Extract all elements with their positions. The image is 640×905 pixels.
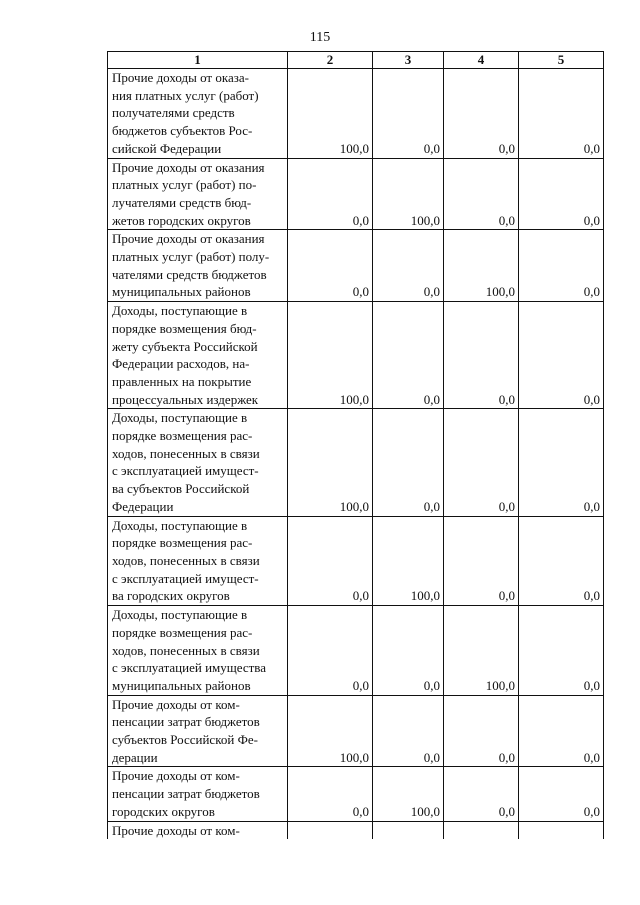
description-line: дерации [112, 749, 158, 765]
description-line: Прочие доходы от ком- [112, 822, 240, 838]
description-line: платных услуг (работ) по- [112, 177, 257, 193]
column-header: 2 [288, 52, 373, 69]
description-line: правленных на покрытие [112, 373, 252, 389]
description-line: сийской Федерации [112, 140, 222, 156]
row-description [108, 695, 288, 767]
value-cell [373, 821, 444, 839]
description-line: Прочие доходы от оказа- [112, 70, 249, 85]
description-line: ва субъектов Российской [112, 481, 250, 497]
revenue-table [107, 51, 604, 839]
row-description [108, 230, 288, 302]
value-cell: 0,0 [373, 409, 444, 516]
description-line: Прочие доходы от ком- [112, 768, 240, 784]
value-cell: 100,0 [288, 695, 373, 767]
value-cell: 0,0 [444, 695, 519, 767]
value-cell: 0,0 [373, 69, 444, 159]
value-cell: 0,0 [444, 69, 519, 159]
value-cell: 0,0 [288, 158, 373, 230]
description-line: пенсации затрат бюджетов [112, 714, 260, 730]
description-line: Доходы, поступающие в [112, 517, 248, 533]
value-cell: 0,0 [519, 516, 604, 606]
row-description [108, 158, 288, 230]
value-cell: 100,0 [373, 767, 444, 821]
row-description [108, 69, 288, 159]
value-cell [519, 821, 604, 839]
value-cell: 0,0 [373, 230, 444, 302]
description-line: муниципальных районов [112, 284, 251, 300]
value-cell: 0,0 [444, 516, 519, 606]
value-cell: 100,0 [373, 516, 444, 606]
description-line: городских округов [112, 803, 215, 819]
value-cell: 0,0 [519, 69, 604, 159]
row-description [108, 302, 288, 409]
value-cell: 0,0 [288, 516, 373, 606]
value-cell: 0,0 [444, 158, 519, 230]
description-line: Прочие доходы от ком- [112, 696, 240, 712]
description-line: ходов, понесенных в связи [112, 642, 260, 658]
value-cell: 0,0 [373, 606, 444, 696]
table-row [108, 606, 604, 696]
value-cell: 100,0 [288, 302, 373, 409]
value-cell: 0,0 [519, 409, 604, 516]
description-line: Прочие доходы от оказания [112, 159, 265, 175]
value-cell [444, 821, 519, 839]
value-cell: 0,0 [519, 606, 604, 696]
description-line: бюджетов субъектов Рос- [112, 123, 253, 139]
value-cell: 0,0 [444, 409, 519, 516]
description-line: порядке возмещения рас- [112, 624, 253, 640]
row-description [108, 821, 288, 839]
column-header: 4 [444, 52, 519, 69]
table-row [108, 302, 604, 409]
description-line: ходов, понесенных в связи [112, 445, 260, 461]
description-line: муниципальных районов [112, 677, 251, 693]
description-line: с эксплуатацией имущест- [112, 463, 259, 479]
value-cell: 0,0 [288, 230, 373, 302]
value-cell: 100,0 [288, 409, 373, 516]
table-row [108, 158, 604, 230]
description-line: ния платных услуг (работ) [112, 87, 259, 103]
value-cell [288, 821, 373, 839]
value-cell: 100,0 [288, 69, 373, 159]
description-line: порядке возмещения рас- [112, 535, 253, 551]
table-row [108, 409, 604, 516]
value-cell: 0,0 [373, 695, 444, 767]
row-description [108, 767, 288, 821]
description-line: с эксплуатацией имущества [112, 660, 267, 676]
row-description [108, 516, 288, 606]
description-line: ходов, понесенных в связи [112, 552, 260, 568]
description-line: чателями средств бюджетов [112, 266, 267, 282]
description-line: жету субъекта Российской [112, 338, 258, 354]
table-row [108, 767, 604, 821]
table-row [108, 516, 604, 606]
column-header: 5 [519, 52, 604, 69]
description-line: платных услуг (работ) полу- [112, 249, 270, 265]
description-line: процессуальных издержек [112, 391, 259, 407]
description-line: пенсации затрат бюджетов [112, 786, 260, 802]
page-number: 115 [309, 30, 331, 45]
value-cell: 0,0 [519, 302, 604, 409]
value-cell: 0,0 [373, 302, 444, 409]
table-row [108, 230, 604, 302]
description-line: Прочие доходы от оказания [112, 231, 265, 247]
description-line: Федерации [112, 498, 174, 514]
row-description [108, 409, 288, 516]
description-line: порядке возмещения бюд- [112, 320, 257, 336]
value-cell: 0,0 [519, 158, 604, 230]
description-line: Доходы, поступающие в [112, 410, 248, 426]
description-line: субъектов Российской Фе- [112, 732, 258, 748]
row-description [108, 606, 288, 696]
value-cell: 0,0 [288, 767, 373, 821]
description-line: лучателями средств бюд- [112, 194, 252, 210]
table-row [108, 695, 604, 767]
description-line: получателями средств [112, 105, 235, 121]
description-line: жетов городских округов [112, 212, 251, 228]
table-body [108, 69, 604, 840]
value-cell: 0,0 [444, 302, 519, 409]
table-row [108, 69, 604, 159]
description-line: Доходы, поступающие в [112, 303, 248, 319]
description-line: ва городских округов [112, 588, 230, 604]
value-cell: 100,0 [444, 230, 519, 302]
column-header: 3 [373, 52, 444, 69]
value-cell: 100,0 [373, 158, 444, 230]
description-line: порядке возмещения рас- [112, 428, 253, 444]
description-line: Доходы, поступающие в [112, 607, 248, 623]
value-cell: 100,0 [444, 606, 519, 696]
value-cell: 0,0 [444, 767, 519, 821]
value-cell: 0,0 [288, 606, 373, 696]
value-cell: 0,0 [519, 230, 604, 302]
description-line: с эксплуатацией имущест- [112, 570, 259, 586]
table-row [108, 821, 604, 839]
column-header: 1 [108, 52, 288, 69]
header-row [108, 52, 604, 69]
value-cell: 0,0 [519, 767, 604, 821]
value-cell: 0,0 [519, 695, 604, 767]
description-line: Федерации расходов, на- [112, 356, 250, 372]
